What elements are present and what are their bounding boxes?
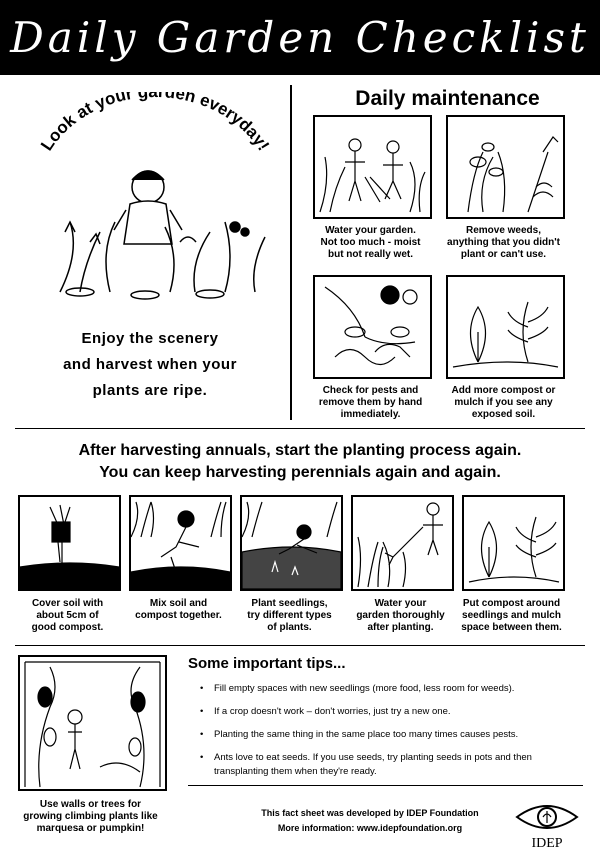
maintenance-caption-3: Check for pests and remove them by hand immediately. bbox=[318, 385, 423, 420]
maintenance-caption-1: Water your garden. Not too much - moist but not really wet. bbox=[320, 225, 421, 260]
enjoy-text bbox=[20, 326, 280, 404]
footer-line-1: This fact sheet was developed by IDEP Foundation bbox=[261, 808, 479, 818]
tips-heading: Some important tips... bbox=[188, 655, 346, 672]
step-4-illustration bbox=[351, 495, 454, 591]
footer-text bbox=[230, 806, 510, 836]
weeding-illustration bbox=[446, 115, 565, 219]
step-caption-4: Water your garden thoroughly after planting. bbox=[356, 598, 445, 633]
step-caption-5: Put compost around seedlings and mulch space between them. bbox=[461, 598, 562, 633]
watering-drawing bbox=[315, 117, 430, 217]
pests-drawing bbox=[315, 277, 430, 377]
step-5-illustration bbox=[462, 495, 565, 591]
step-caption-1: Cover soil with about 5cm of good compost. bbox=[31, 598, 104, 633]
idep-eye-icon bbox=[512, 795, 582, 850]
step-3-illustration bbox=[240, 495, 343, 591]
tip-item-2: • If a crop doesn't work – don't worries, just try a new one. bbox=[198, 705, 578, 719]
pests-illustration bbox=[313, 275, 432, 379]
climbing-illustration bbox=[18, 655, 167, 791]
step-caption-2: Mix soil and compost together. bbox=[135, 598, 222, 621]
section-divider-1 bbox=[15, 428, 585, 429]
section-divider-vertical bbox=[290, 85, 292, 420]
climbing-plants-drawing bbox=[20, 657, 165, 789]
water-garden-drawing bbox=[353, 497, 452, 589]
watering-illustration bbox=[313, 115, 432, 219]
footer-line-2: More information: www.idepfoundation.org bbox=[277, 823, 463, 833]
enjoy-line-2: and harvest when your bbox=[63, 356, 237, 373]
mulch-illustration bbox=[446, 275, 565, 379]
step-1-illustration bbox=[18, 495, 121, 591]
after-line-2: You can keep harvesting perennials again and again. bbox=[99, 464, 501, 481]
look-illustration bbox=[20, 92, 280, 307]
gardener-illustration bbox=[20, 92, 280, 307]
tips-divider bbox=[188, 785, 583, 786]
look-arc-text: Look at your g den everyday! bbox=[37, 92, 274, 155]
idep-logo-text: IDEP bbox=[531, 836, 563, 850]
weeding-drawing bbox=[448, 117, 563, 217]
title-bar bbox=[0, 0, 600, 75]
step-caption-3: Plant seedlings, try different types of plants. bbox=[247, 598, 332, 633]
compost-mulch-drawing bbox=[464, 497, 563, 589]
mulch-drawing bbox=[448, 277, 563, 377]
maintenance-caption-2: Remove weeds, anything that you didn't plant or can't use. bbox=[447, 225, 560, 260]
tip-item-4: • Ants love to eat seeds. If you use seeds, try planting seeds in pots and then transplanting them when they're ready. bbox=[198, 751, 578, 779]
idep-logo bbox=[512, 795, 582, 850]
tips-list bbox=[198, 682, 578, 788]
page-title: Daily Garden Checklist bbox=[10, 13, 590, 62]
tip-item-3: • Planting the same thing in the same place too many times causes pests. bbox=[198, 728, 578, 742]
cover-soil-drawing bbox=[20, 497, 119, 589]
step-2-illustration bbox=[129, 495, 232, 591]
enjoy-line-3: plants are ripe. bbox=[92, 382, 208, 399]
after-harvest-text bbox=[10, 440, 590, 484]
climbing-caption: Use walls or trees for growing climbing plants like marquesa or pumpkin! bbox=[23, 799, 158, 834]
maintenance-heading: Daily maintenance bbox=[355, 87, 540, 110]
section-divider-2 bbox=[15, 645, 585, 646]
tip-item-1: • Fill empty spaces with new seedlings (more food, less room for weeds). bbox=[198, 682, 578, 696]
maintenance-caption-4: Add more compost or mulch if you see any exposed soil. bbox=[451, 385, 556, 420]
plant-seedlings-drawing bbox=[242, 497, 341, 589]
after-line-1: After harvesting annuals, start the planting process again. bbox=[78, 442, 522, 459]
mix-soil-drawing bbox=[131, 497, 230, 589]
enjoy-line-1: Enjoy the scenery bbox=[81, 330, 219, 347]
